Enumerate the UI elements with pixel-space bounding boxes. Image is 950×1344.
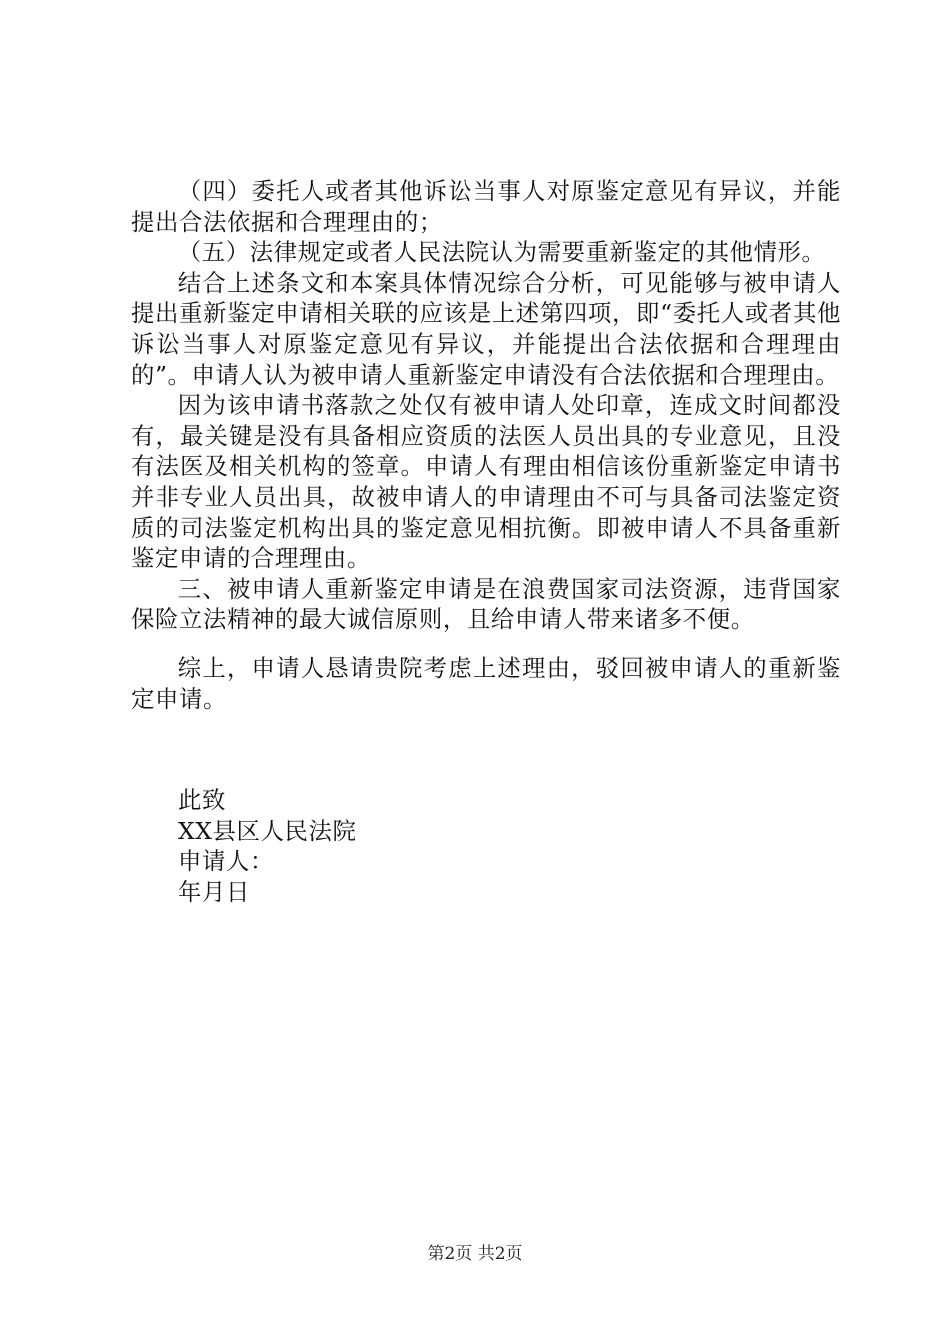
salutation: 此致 <box>178 786 226 814</box>
paragraph-item-4: （四）委托人或者其他诉讼当事人对原鉴定意见有异议，并能提出合法依据和合理理由的； <box>131 177 841 236</box>
applicant-label: 申请人： <box>178 847 274 876</box>
letter-closing <box>178 785 356 907</box>
date-label: 年月日 <box>178 877 250 906</box>
court-name: XX县区人民法院 <box>178 816 357 845</box>
paragraph-reason: 因为该申请书落款之处仅有被申请人处印章，连成文时间都没有，最关键是没有具备相应资质的法医人员出具的专业意见，且没有法医及相关机构的签章。申请人有理由相信该份重新鉴定申请书并非专业人员出具，故被申请人的申请理由不可与具备司法鉴定资质的司法鉴定机构出具的鉴定意见相抗衡。即被申请人不具备重新鉴定申请的合理理由。 <box>131 391 841 573</box>
paragraph-item-5: （五）法律规定或者人民法院认为需要重新鉴定的其他情形。 <box>177 238 826 267</box>
paragraph-point-three: 三、被申请人重新鉴定申请是在浪费国家司法资源，违背国家保险立法精神的最大诚信原则，且给申请人带来诸多不便。 <box>131 574 841 634</box>
paragraph-analysis: 结合上述条文和本案具体情况综合分析，可见能够与被申请人提出重新鉴定申请相关联的应该是上述第四项，即“委托人或者其他诉讼当事人对原鉴定意见有异议，并能提出合法依据和合理理由的”。申请人认为被申请人重新鉴定申请没有合法依据和合理理由。 <box>131 268 841 389</box>
document-body <box>131 176 841 714</box>
page-footer: 第2页 共2页 <box>427 1244 523 1264</box>
paragraph-conclusion: 综上，申请人恳请贵院考虑上述理由，驳回被申请人的重新鉴定申请。 <box>131 653 841 713</box>
